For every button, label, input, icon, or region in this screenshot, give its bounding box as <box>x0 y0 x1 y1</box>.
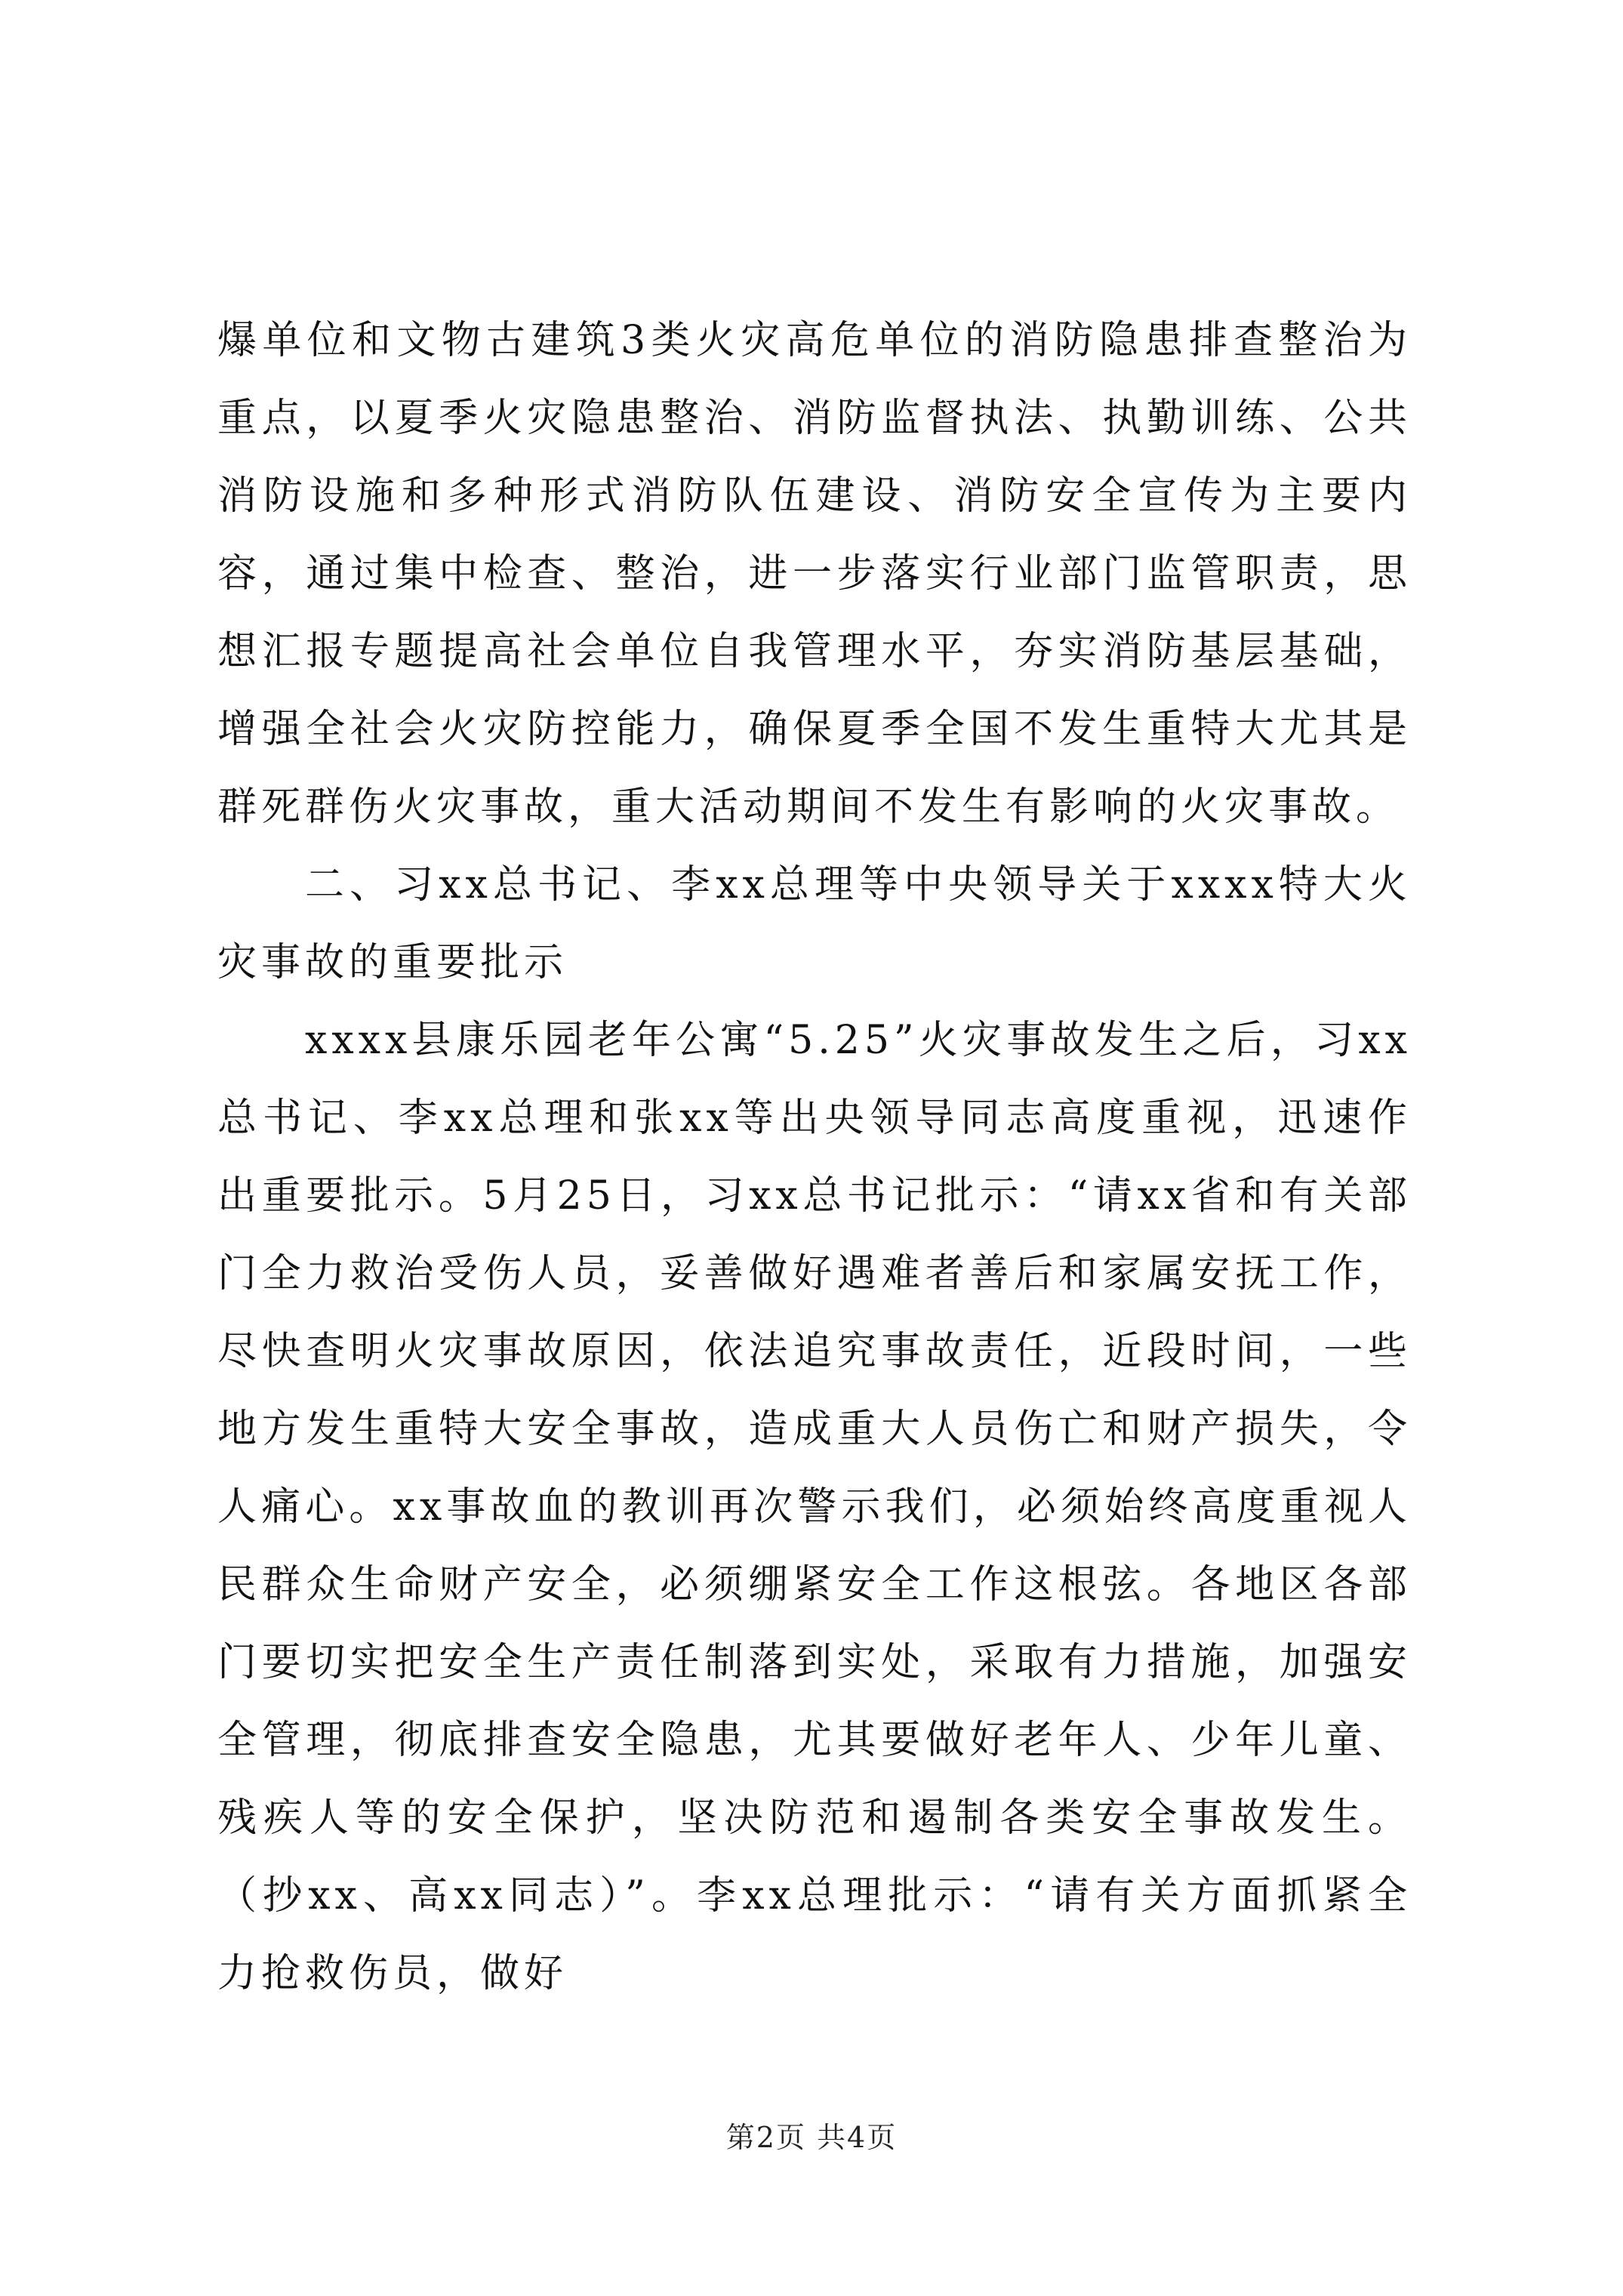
body-text <box>217 302 1412 2013</box>
section-heading: 二、习xx总书记、李xx总理等中央领导关于xxxx特大火灾事故的重要批示 <box>217 862 1412 985</box>
paragraph-continuation: 爆单位和文物古建筑3类火灾高危单位的消防隐患排查整治为重点，以夏季火灾隐患整治、消防监督执法、执勤训练、公共消防设施和多种形式消防队伍建设、消防安全宣传为主要内容，通过集中检查、整治，进一步落实行业部门监管职责，思想汇报专题提高社会单位自我管理水平，夯实消防基层基础，增强全社会火灾防控能力，确保夏季全国不发生重特大尤其是群死群伤火灾事故，重大活动期间不发生有影响的火灾事故。 <box>217 318 1412 830</box>
page-footer: 第2页 共4页 <box>725 2121 898 2154</box>
paragraph-body: xxxx县康乐园老年公寓“5.25”火灾事故发生之后，习xx总书记、李xx总理和张xx等出央领导同志高度重视，迅速作出重要批示。5月25日，习xx总书记批示：“请xx省和有关部门全力救治受伤人员，妥善做好遇难者善后和家属安抚工作，尽快查明火灾事故原因，依法追究事故责任，近段时间，一些地方发生重特大安全事故，造成重大人员伤亡和财产损失，令人痛心。xx事故血的教训再次警示我们，必须始终高度重视人民群众生命财产安全，必须绷紧安全工作这根弦。各地区各部门要切实把安全生产责任制落到实处，采取有力措施，加强安全管理，彻底排查安全隐患，尤其要做好老年人、少年儿童、残疾人等的安全保护，坚决防范和遏制各类安全事故发生。（抄xx、高xx同志）”。李xx总理批示：“请有关方面抓紧全力抢救伤员，做好 <box>217 1018 1412 1996</box>
